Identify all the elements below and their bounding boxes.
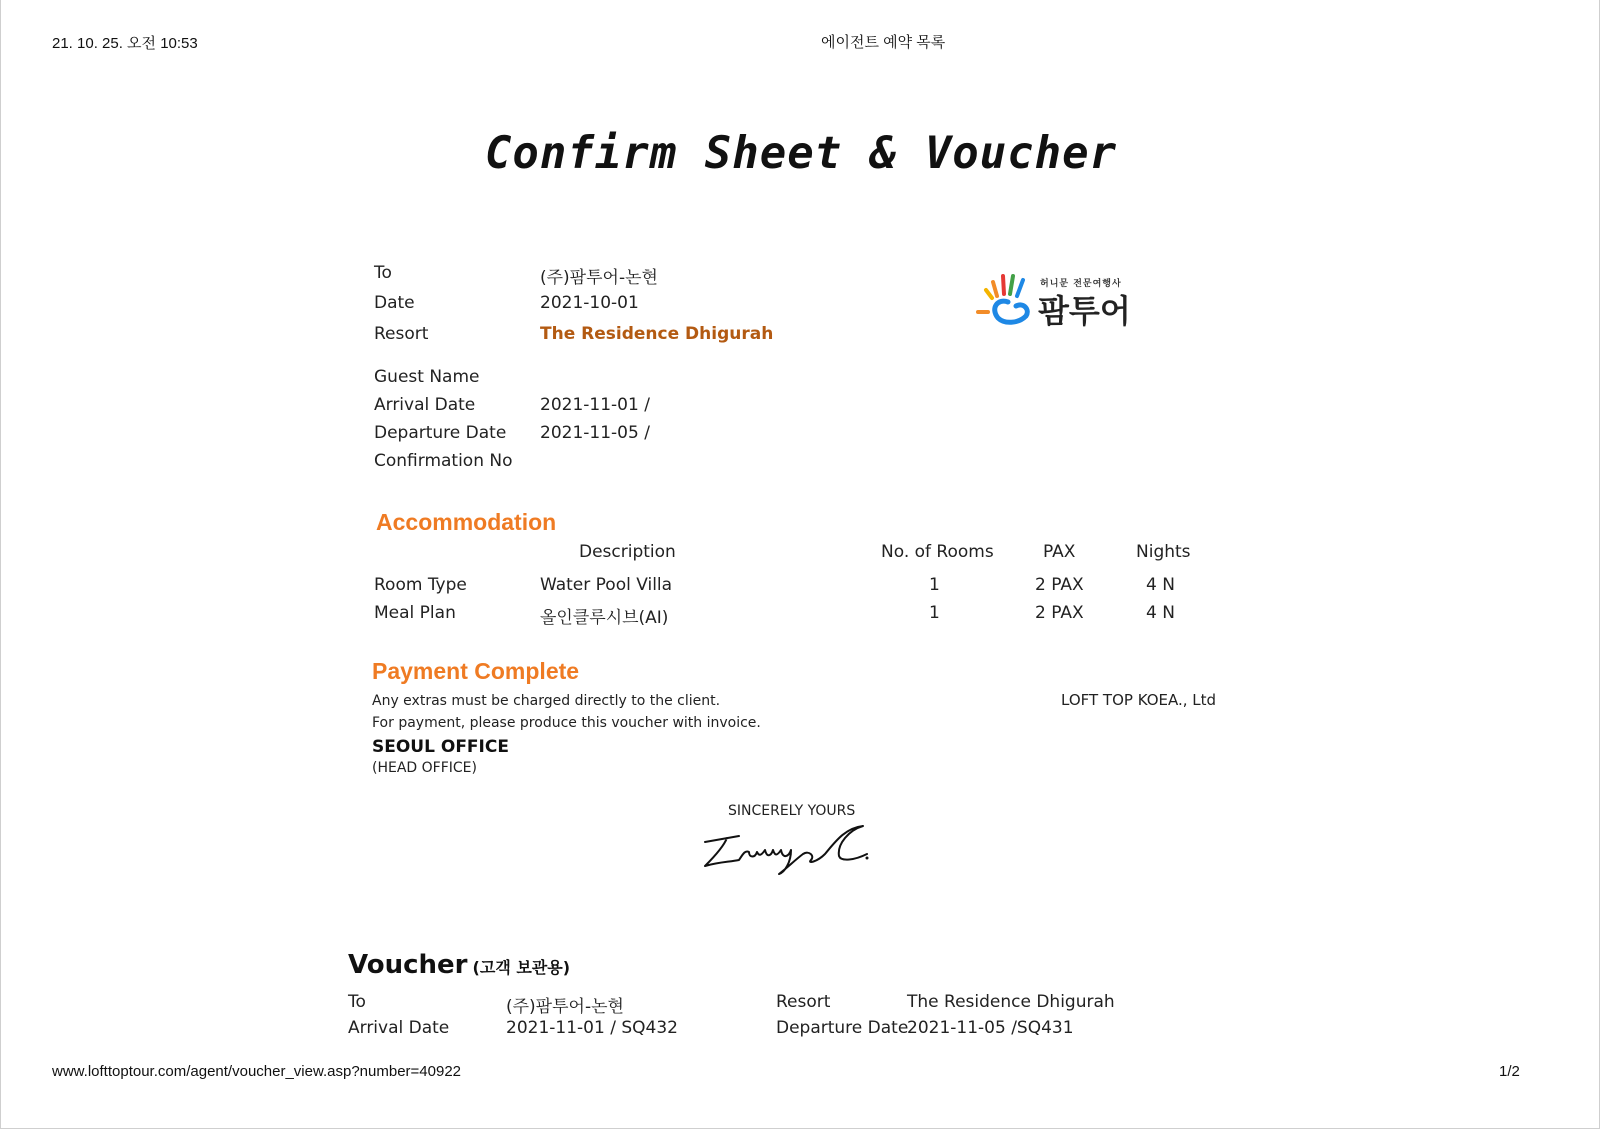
row-meal-plan-rooms: 1 <box>929 603 940 623</box>
payment-note-extras: Any extras must be charged directly to the client. <box>372 693 721 709</box>
accommodation-heading: Accommodation <box>376 509 557 535</box>
guest-name-label: Guest Name <box>374 367 480 387</box>
footer-url: www.lofttoptour.com/agent/voucher_view.asp?number=40922 <box>52 1063 462 1080</box>
payment-heading: Payment Complete <box>372 658 580 684</box>
arrival-date-label: Arrival Date <box>374 395 476 415</box>
company-name: LOFT TOP KOEA., Ltd <box>1061 691 1217 709</box>
row-room-type-rooms: 1 <box>929 575 940 595</box>
voucher-resort-label: Resort <box>776 992 831 1012</box>
to-label: To <box>374 263 392 283</box>
row-room-type-description: Water Pool Villa <box>540 575 673 595</box>
row-room-type-nights: 4 N <box>1146 575 1175 595</box>
date-value: 2021-10-01 <box>540 293 639 313</box>
departure-date-value: 2021-11-05 / <box>540 423 650 443</box>
hand-logo-icon <box>976 268 1038 330</box>
document-title: Confirm Sheet & Voucher <box>484 128 1118 179</box>
voucher-departure-value: 2021-11-05 /SQ431 <box>907 1018 1074 1038</box>
closing-text: SINCERELY YOURS <box>728 803 856 819</box>
payment-note-invoice: For payment, please produce this voucher with invoice. <box>372 715 761 731</box>
voucher-heading <box>348 950 570 980</box>
departure-date-label: Departure Date <box>374 423 507 443</box>
signature-image <box>699 820 874 878</box>
resort-value: The Residence Dhigurah <box>540 324 774 344</box>
logo-tagline: 허니문 전문여행사 <box>1040 279 1122 289</box>
arrival-date-value: 2021-11-01 / <box>540 395 650 415</box>
row-room-type-pax: 2 PAX <box>1035 575 1084 595</box>
print-datetime: 21. 10. 25. 오전 10:53 <box>52 35 198 52</box>
logo-brand: 팜투어 <box>1038 292 1131 330</box>
voucher-departure-label: Departure Date <box>776 1018 909 1038</box>
col-nights: Nights <box>1136 542 1191 562</box>
row-meal-plan-nights: 4 N <box>1146 603 1175 623</box>
col-pax: PAX <box>1043 542 1076 562</box>
col-rooms: No. of Rooms <box>881 542 994 562</box>
row-meal-plan-pax: 2 PAX <box>1035 603 1084 623</box>
row-meal-plan-label: Meal Plan <box>374 603 456 623</box>
resort-label: Resort <box>374 324 429 344</box>
row-room-type-label: Room Type <box>374 575 467 595</box>
voucher-arrival-label: Arrival Date <box>348 1018 450 1038</box>
confirmation-no-label: Confirmation No <box>374 451 513 471</box>
voucher-to-label: To <box>348 992 366 1012</box>
office-sub: (HEAD OFFICE) <box>372 760 477 776</box>
office-name: SEOUL OFFICE <box>372 737 509 757</box>
col-description: Description <box>579 542 676 562</box>
date-label: Date <box>374 293 415 313</box>
voucher-subtitle: (고객 보관용) <box>472 958 571 977</box>
to-value: (주)팜투어-논현 <box>540 268 658 288</box>
voucher-to-value: (주)팜투어-논현 <box>506 997 624 1017</box>
footer-page-number: 1/2 <box>1499 1063 1520 1080</box>
voucher-title: Voucher <box>348 950 468 980</box>
company-logo <box>976 268 1136 332</box>
row-meal-plan-description: 올인클루시브(AI) <box>540 608 669 628</box>
print-page-title: 에이전트 예약 목록 <box>821 34 946 51</box>
voucher-arrival-value: 2021-11-01 / SQ432 <box>506 1018 678 1038</box>
voucher-resort-value: The Residence Dhigurah <box>907 992 1115 1012</box>
